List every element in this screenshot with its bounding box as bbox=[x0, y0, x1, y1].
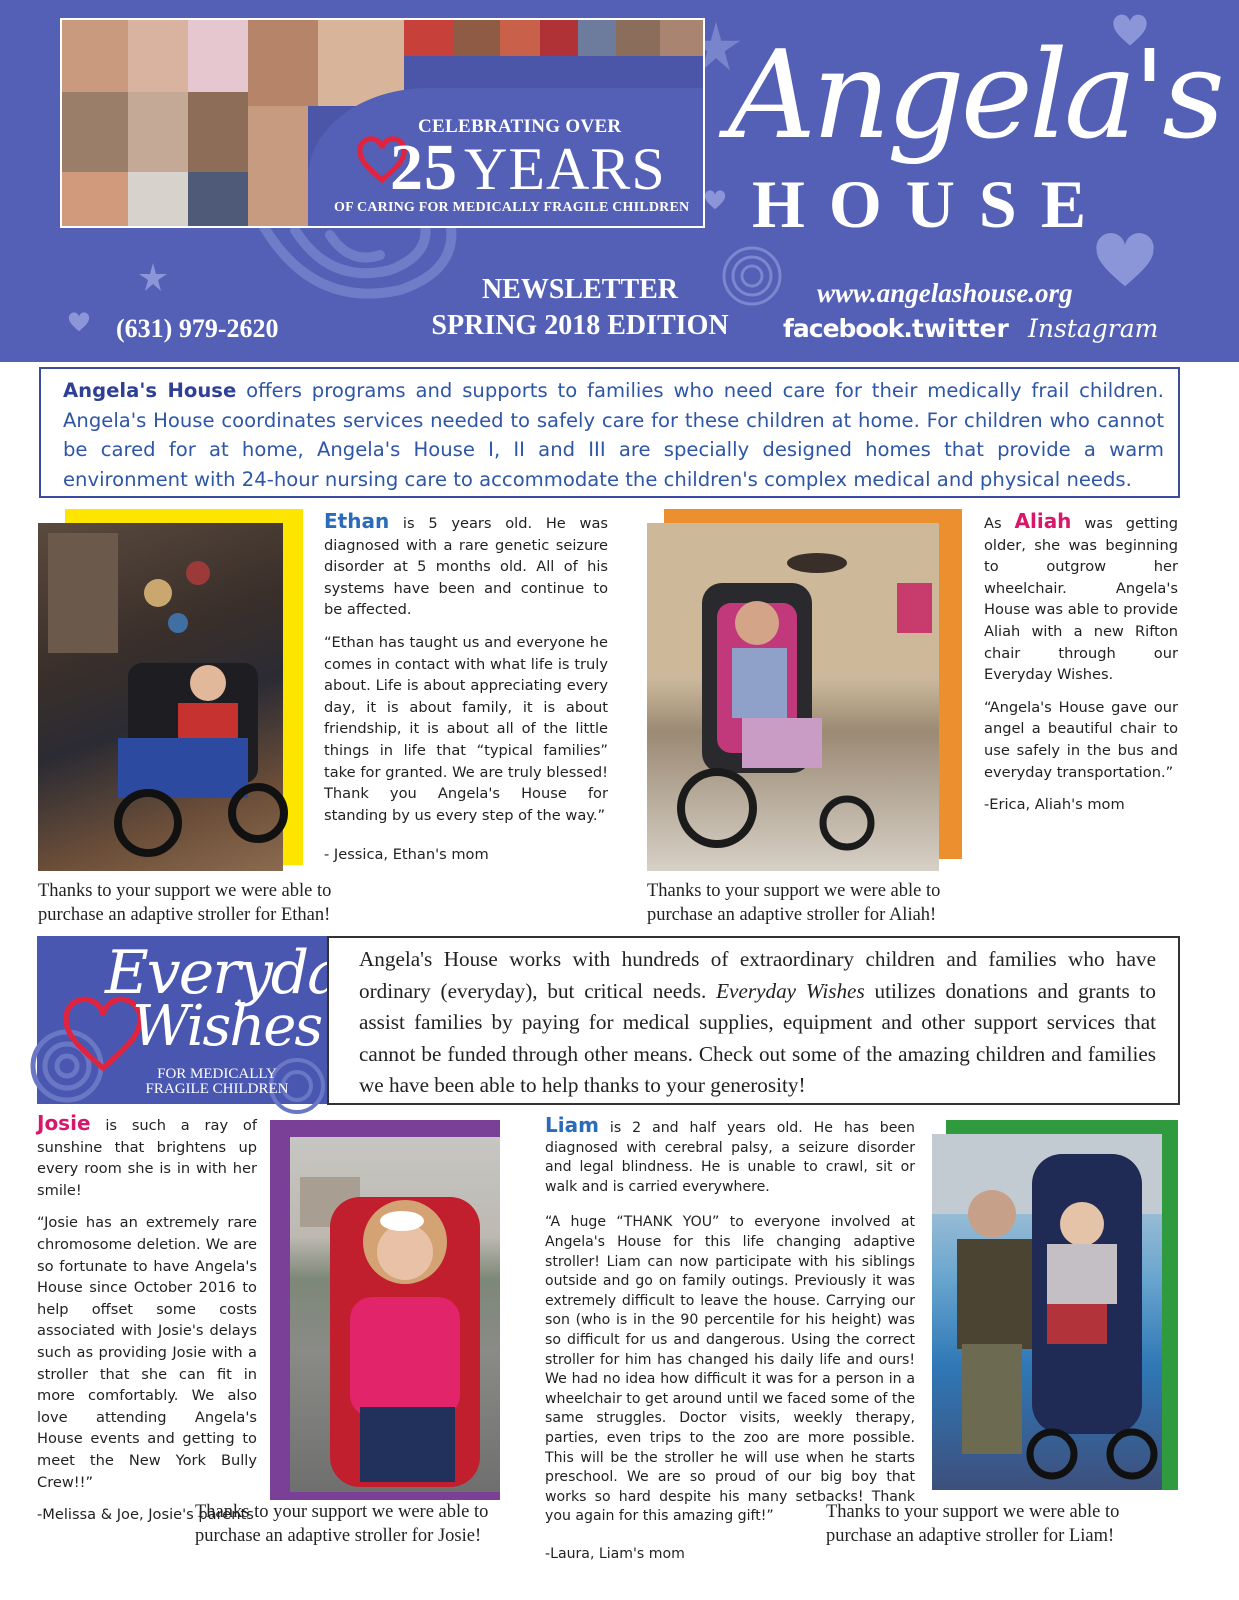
intro-org-name: Angela's House bbox=[63, 379, 237, 402]
ew-text-after: utilizes donations and grants to assist families by paying for medical supplies, equipment and other support services that cannot be funded through other means. Check out some of the amazing children and families we have been able to help thanks to your generosity! bbox=[359, 978, 1156, 1098]
collage-photo bbox=[188, 92, 248, 172]
logo-angelas: Angela's bbox=[728, 24, 1221, 166]
aliah-name: Aliah bbox=[1014, 509, 1072, 533]
liam-photo bbox=[932, 1134, 1162, 1490]
newsletter-edition bbox=[410, 272, 750, 344]
collage-photo bbox=[62, 172, 128, 226]
josie-story bbox=[37, 1113, 257, 1537]
collage-photo bbox=[128, 20, 188, 92]
aliah-signature: -Erica, Aliah's mom bbox=[984, 796, 1125, 814]
ethan-signature: - Jessica, Ethan's mom bbox=[324, 846, 489, 864]
anniversary-years bbox=[390, 131, 666, 204]
wishes-logo-text: Wishes bbox=[132, 994, 322, 1059]
wheelchair-illustration bbox=[647, 523, 939, 871]
liam-name: Liam bbox=[545, 1113, 599, 1137]
edition-label: SPRING 2018 EDITION bbox=[431, 310, 729, 341]
for-medically-text: FOR MEDICALLY bbox=[157, 1066, 277, 1082]
collage-photo bbox=[62, 20, 128, 92]
celebrating-label: CELEBRATING OVER bbox=[418, 116, 622, 137]
collage-photo bbox=[188, 20, 248, 92]
collage-photo bbox=[128, 172, 188, 226]
heart-icon bbox=[704, 190, 726, 212]
collage-photo bbox=[62, 92, 128, 172]
heart-icon bbox=[68, 312, 90, 334]
ew-text-before: Angela's House works with hundreds of extraordinary children and families who have ordinary (everyday), but critical needs. bbox=[359, 947, 1156, 1003]
logo-house: HOUSE bbox=[752, 166, 1111, 242]
collage-photo bbox=[540, 20, 578, 56]
collage-photo bbox=[454, 20, 500, 56]
josie-photo bbox=[290, 1137, 500, 1492]
liam-signature: -Laura, Liam's mom bbox=[545, 1545, 685, 1562]
anniversary-banner bbox=[308, 88, 703, 226]
collage-photo bbox=[500, 20, 540, 56]
stroller-illustration bbox=[932, 1134, 1162, 1490]
ethan-story bbox=[324, 511, 608, 877]
intro-box bbox=[39, 367, 1180, 498]
newsletter-header bbox=[0, 0, 1239, 362]
ethan-caption: Thanks to your support we were able to purchase an adaptive stroller for Ethan! bbox=[38, 881, 332, 925]
for-medically-fragile bbox=[117, 1067, 317, 1097]
caring-tagline: OF CARING FOR MEDICALLY FRAGILE CHILDREN bbox=[334, 200, 690, 215]
collage-photo bbox=[188, 172, 248, 226]
aliah-photo bbox=[647, 523, 939, 871]
instagram-link[interactable]: Instagram bbox=[1028, 314, 1159, 343]
children-photo-collage bbox=[60, 18, 705, 228]
josie-quote: “Josie has an extremely rare chromosome deletion. We are so fortunate to have Angela's House since October 2016 to help offset some costs associated with Josie's delays such as providing Josie with a stroller that she can fit in more comfortably. We also love attending Angela's House events and getting to meet the New York Bully Crew!!” bbox=[37, 1214, 257, 1491]
ethan-quote: “Ethan has taught us and everyone he comes in contact with what life is truly about. Life is about appreciating every day, it is about family, it is about friendship, it is about all of the little things in life that “typical families” take for granted. We are truly blessed! Thank you Angela's House for standing by us every step of the way.” bbox=[324, 633, 608, 824]
star-icon bbox=[138, 262, 168, 292]
collage-photo bbox=[128, 92, 188, 172]
aliah-before-name: As bbox=[984, 515, 1015, 532]
everyday-wishes-logo bbox=[37, 936, 373, 1104]
years-label: YEARS bbox=[464, 136, 666, 202]
josie-signature: -Melissa & Joe, Josie's parents bbox=[37, 1506, 254, 1524]
ethan-intro: is 5 years old. He was diagnosed with a rare genetic seizure disorder at 5 months old. All of his systems have been and continue to be affected. bbox=[324, 515, 608, 619]
fragile-children-text: FRAGILE CHILDREN bbox=[145, 1081, 289, 1097]
josie-caption: Thanks to your support we were able to purchase an adaptive stroller for Josie! bbox=[195, 1502, 489, 1546]
josie-intro: is such a ray of sunshine that brightens up every room she is in with her smile! bbox=[37, 1117, 257, 1199]
stroller-illustration bbox=[38, 523, 283, 871]
aliah-story bbox=[984, 511, 1178, 827]
ew-program-name: Everyday Wishes bbox=[716, 978, 865, 1003]
collage-photo bbox=[248, 20, 318, 106]
intro-text: offers programs and supports to families who need care for their medically frail children. Angela's House coordinates services needed to safely care for these children at home. For children who cannot be cared for at home, Angela's House I, II and III are specially designed homes that provide a warm environment with 24-hour nursing care to accommodate the children's complex medical and physical needs. bbox=[63, 379, 1164, 491]
collage-photo bbox=[660, 20, 703, 56]
anniversary-number: 25 bbox=[390, 131, 458, 204]
collage-photo bbox=[578, 20, 616, 56]
everyday-logo-text: Everyday bbox=[105, 938, 373, 1008]
facebook-link[interactable]: facebook. bbox=[783, 314, 912, 343]
aliah-caption: Thanks to your support we were able to purchase an adaptive stroller for Aliah! bbox=[647, 881, 941, 925]
phone-number[interactable]: (631) 979-2620 bbox=[116, 314, 279, 343]
newsletter-label: NEWSLETTER bbox=[481, 274, 679, 305]
ethan-photo bbox=[38, 523, 283, 871]
twitter-link[interactable]: twitter bbox=[912, 314, 1009, 343]
collage-photo bbox=[248, 106, 308, 226]
website-link[interactable]: www.angelashouse.org bbox=[817, 278, 1073, 308]
liam-quote: “A huge “THANK YOU” to everyone involved at Angela's House for this life changing adaptive stroller! Liam can now participate with his siblings outside and go on family outings. Previously it was extremely difficult to leave the house. Carrying our son (who is in the 90 percentile for his height) was so difficult for us and dangerous. Using the correct stroller for him has changed his daily life and ours! We had no idea how difficult it was for a person in a wheelchair to get around until we faced some of the same struggles. Doctor visits, weekly therapy, parties, even trips to the zoo are more possible. This will be the stroller he will use when he starts preschool. We are so proud of our big boy that works so hard despite his many setbacks! Thank you again for this amazing gift!” bbox=[545, 1214, 915, 1525]
josie-name: Josie bbox=[37, 1111, 91, 1135]
everyday-wishes-description bbox=[327, 936, 1180, 1105]
aliah-intro: was getting older, she was beginning to outgrow her wheelchair. Angela's House was able to provide Aliah with a new Rifton chair through our Everyday Wishes. bbox=[984, 515, 1178, 684]
stroller-illustration bbox=[290, 1137, 500, 1492]
liam-caption: Thanks to your support we were able to purchase an adaptive stroller for Liam! bbox=[826, 1502, 1120, 1546]
collage-photo bbox=[404, 20, 454, 56]
aliah-quote: “Angela's House gave our angel a beautiful chair to use safely in the bus and everyday transportation.” bbox=[984, 698, 1178, 781]
liam-intro: is 2 and half years old. He has been diagnosed with cerebral palsy, a seizure disorder and legal blindness. He is unable to crawl, sit or walk and is carried everywhere. bbox=[545, 1120, 915, 1195]
collage-photo bbox=[616, 20, 660, 56]
ethan-name: Ethan bbox=[324, 509, 390, 533]
